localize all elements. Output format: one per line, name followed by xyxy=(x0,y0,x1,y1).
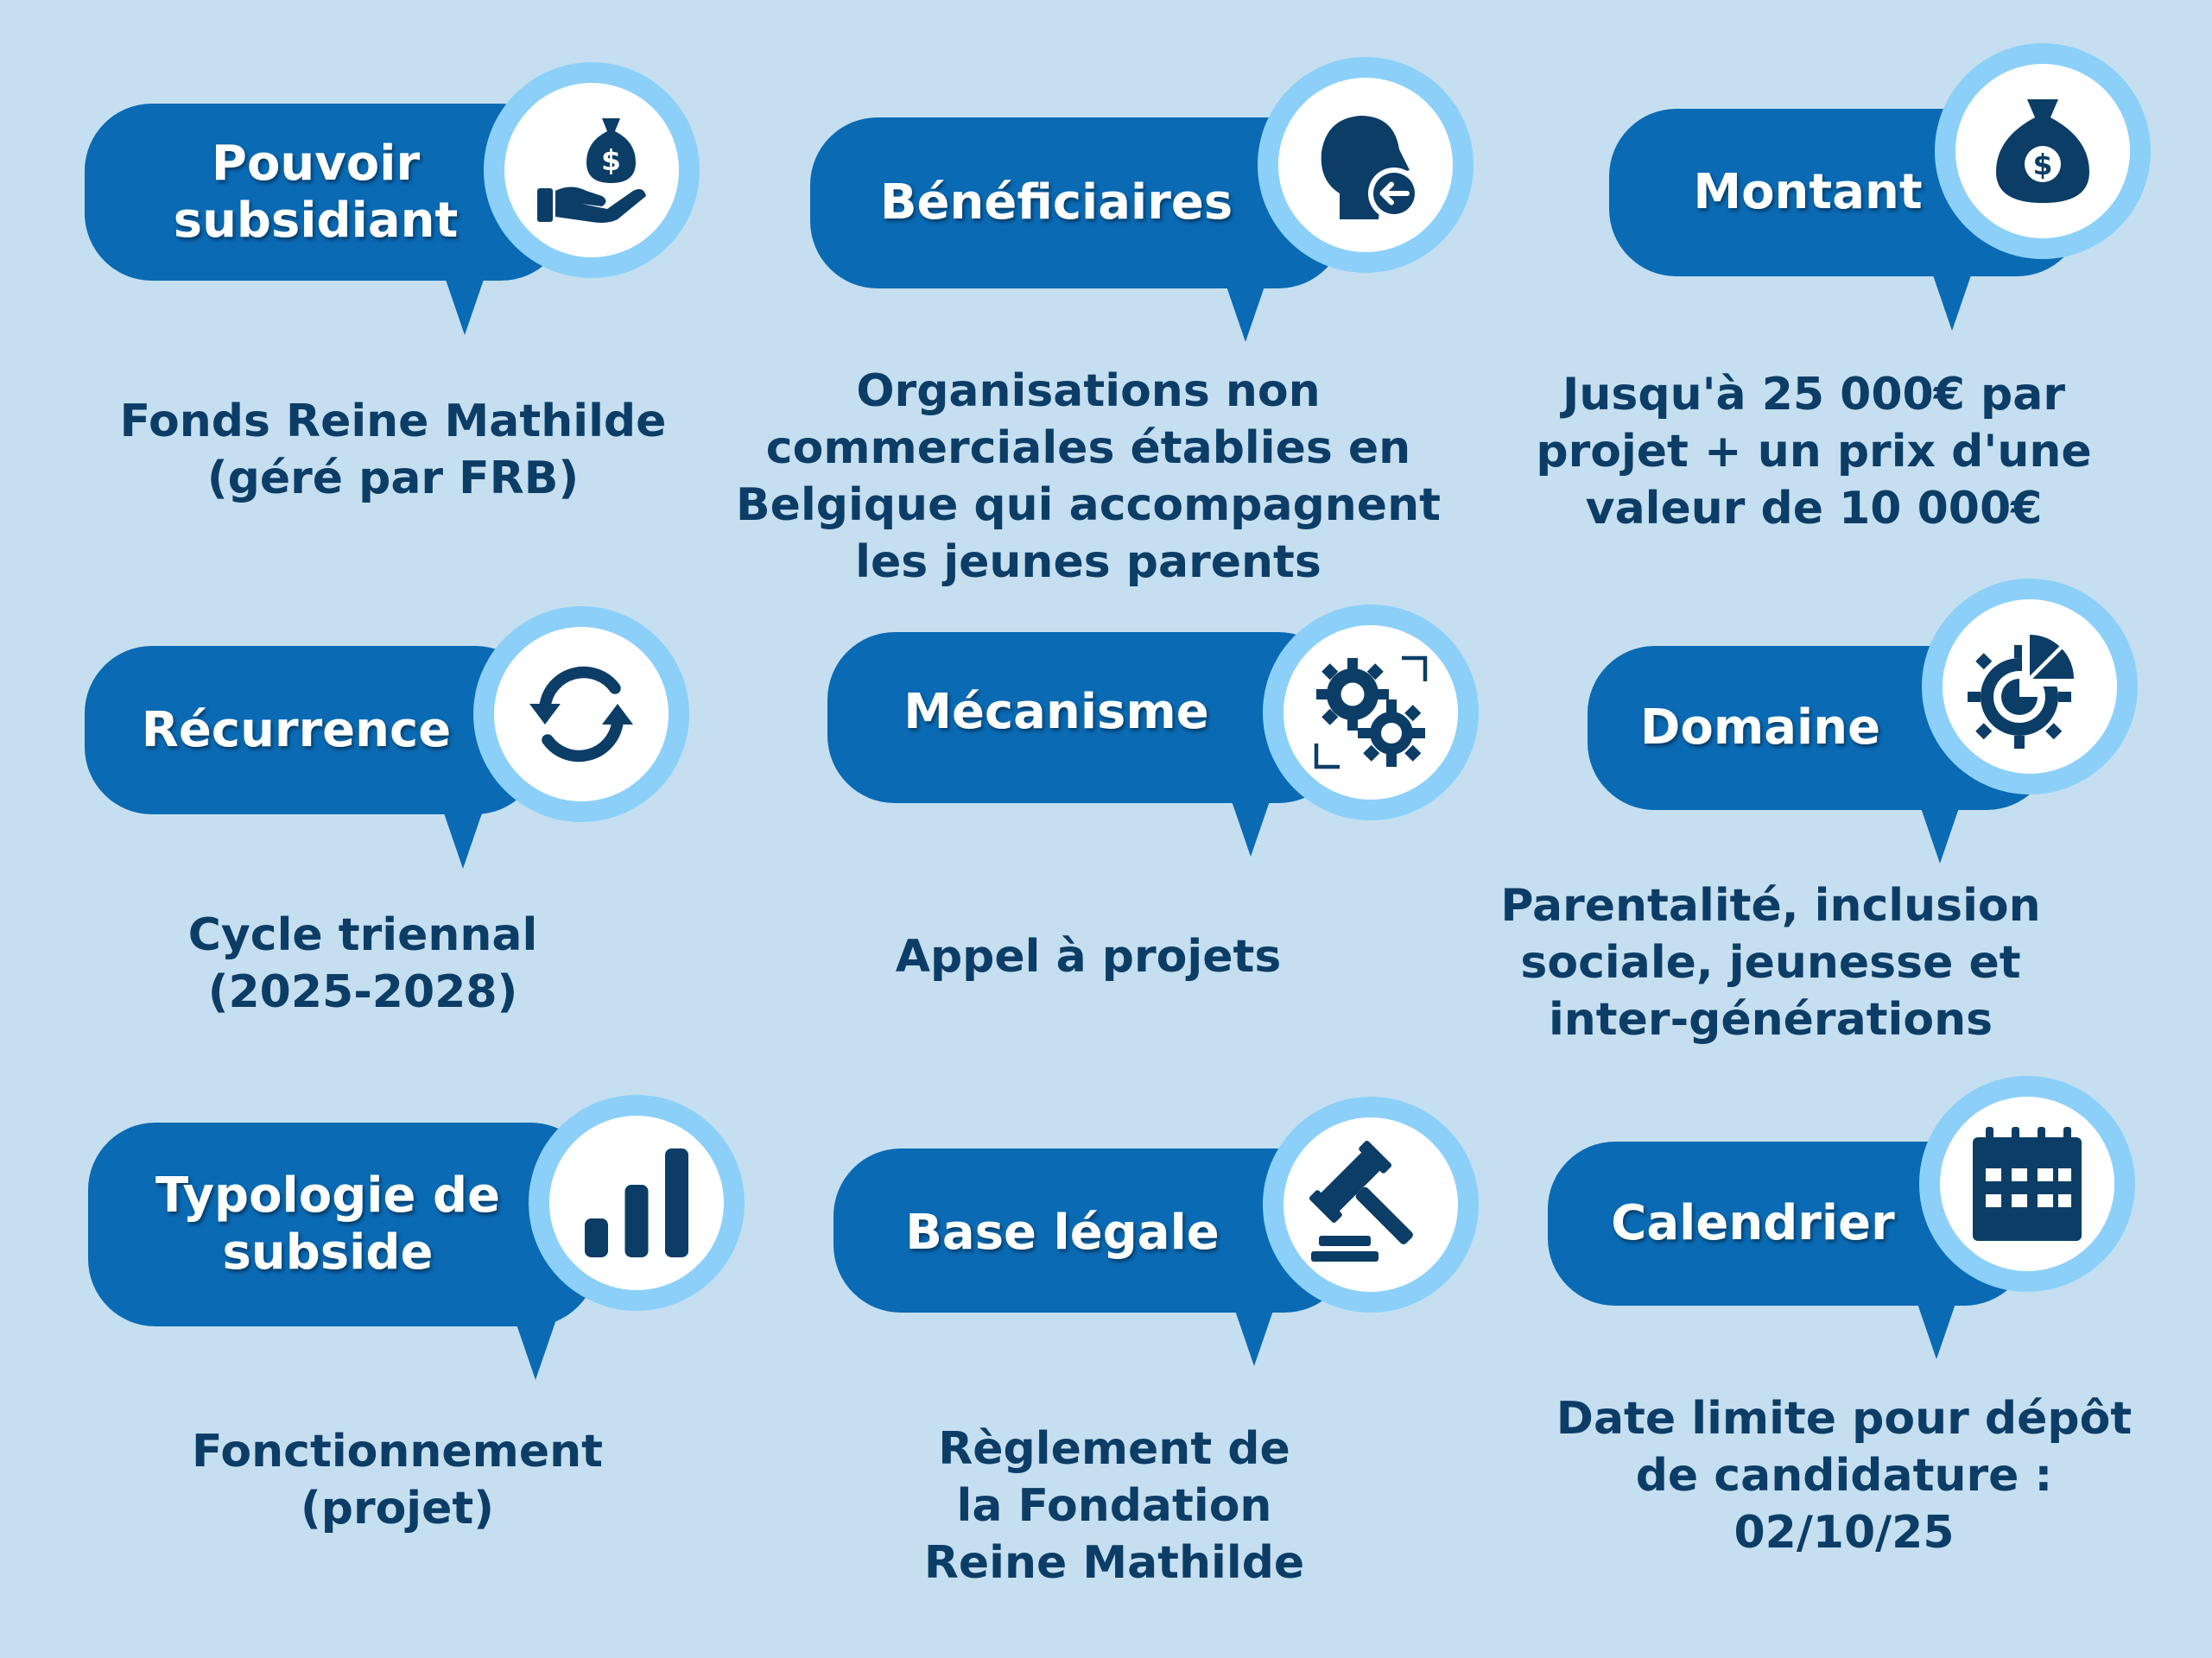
bar-chart-icon xyxy=(572,1138,701,1268)
card-title: Pouvoir subsidiant xyxy=(173,135,459,249)
bubble-tail xyxy=(1919,803,1961,864)
icon-ring xyxy=(1263,604,1479,820)
card-title: Typologie de subside xyxy=(155,1168,501,1281)
card-title: Mécanisme xyxy=(903,684,1209,740)
gavel-icon xyxy=(1306,1140,1436,1269)
bubble-tail xyxy=(442,808,484,869)
card-title: Montant xyxy=(1693,164,1923,220)
card-title: Base légale xyxy=(905,1204,1220,1261)
card-value: Fonctionnement (projet) xyxy=(191,1426,604,1535)
bubble-tail xyxy=(1225,282,1266,342)
refresh-arrows-icon xyxy=(517,649,646,779)
icon-ring xyxy=(1258,57,1474,273)
gear-pie-chart-icon xyxy=(1965,622,2095,751)
icon-ring xyxy=(1263,1097,1479,1313)
svg-text:$: $ xyxy=(2032,148,2053,181)
card-title: Bénéficiaires xyxy=(879,174,1233,231)
calendar-icon xyxy=(1962,1119,2092,1249)
card-value: Cycle triennal (2025-2028) xyxy=(187,909,538,1018)
card-value: Appel à projets xyxy=(895,931,1282,983)
gears-icon xyxy=(1306,648,1436,777)
person-head-arrow-icon xyxy=(1301,100,1430,230)
bubble-tail xyxy=(1230,796,1271,857)
card-value: Règlement de la Fondation Reine Mathilde xyxy=(923,1423,1305,1589)
icon-ring xyxy=(1919,1076,2135,1292)
icon-ring xyxy=(529,1095,745,1311)
svg-text:$: $ xyxy=(601,143,621,177)
bubble-tail xyxy=(515,1319,556,1380)
card-value: Jusqu'à 25 000€ par projet + un prix d'une valeur de 10 000€ xyxy=(1536,369,2092,535)
bubble-tail xyxy=(1916,1299,1957,1359)
card-title: Récurrence xyxy=(141,701,452,758)
icon-ring xyxy=(473,606,689,822)
hand-money-bag-icon xyxy=(527,105,656,235)
icon-ring xyxy=(1935,43,2151,259)
card-value: Organisations non commerciales établies en Belgique qui accompagnent les jeunes parents xyxy=(736,365,1441,588)
card-value: Date limite pour dépôt de candidature : 02/10/25 xyxy=(1556,1393,2133,1559)
icon-ring xyxy=(484,62,700,278)
card-value: Fonds Reine Mathilde (géré par FRB) xyxy=(119,396,667,504)
icon-ring xyxy=(1922,579,2138,794)
card-value: Parentalité, inclusion sociale, jeunesse et inter-générations xyxy=(1500,880,2041,1046)
money-bag-icon xyxy=(1978,86,2107,216)
card-title: Calendrier xyxy=(1611,1195,1895,1251)
bubble-tail xyxy=(444,275,485,335)
card-title: Domaine xyxy=(1639,699,1881,756)
bubble-tail xyxy=(1931,270,1973,331)
